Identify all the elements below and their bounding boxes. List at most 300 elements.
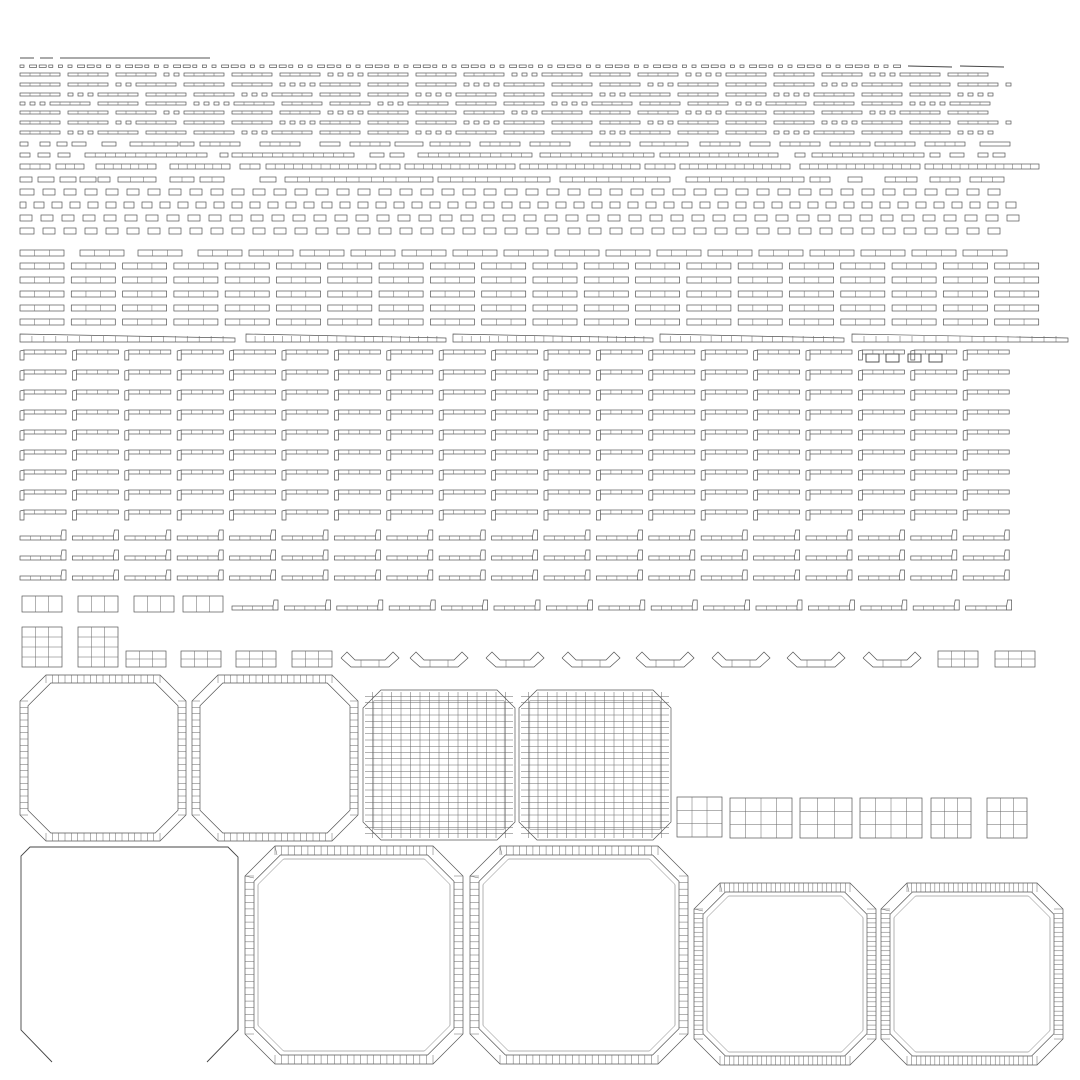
bracket-piece [596,570,642,580]
uv-piece-outline [20,263,64,269]
uv-piece-outline [600,93,605,96]
small-rect-piece [650,215,662,221]
bracket-piece [125,390,171,400]
thin-bar-piece [328,73,333,76]
bracket-piece [387,430,433,440]
uv-piece-outline [892,291,936,297]
tiny-tick-piece [510,65,517,67]
small-rect-piece [526,189,538,195]
thin-bar-piece [290,83,295,86]
uv-piece-outline [790,305,834,311]
uv-piece-outline [170,164,230,169]
plank-piece [687,305,731,311]
tiny-tick-piece [298,65,302,67]
thin-bar-piece [862,93,902,96]
thin-bar-piece [726,73,766,76]
plank-piece [533,277,577,283]
uv-piece-outline [636,319,680,325]
bracket-leg [858,410,862,420]
bracket-leg [649,430,653,440]
plank-piece [943,263,987,269]
bracket-leg [544,430,548,440]
uv-piece-outline [174,73,179,76]
plank-piece [584,277,628,283]
small-rect-piece [337,189,349,195]
tiny-tick-piece [318,65,325,67]
small-rect-piece [64,189,76,195]
bracket-leg [125,350,129,360]
thin-bar-piece [746,102,751,105]
bracket-piece [334,370,380,380]
bracket-leg [754,350,758,360]
bracket-piece [911,550,957,560]
tiny-tick-piece [260,65,264,67]
thin-bar-piece [446,131,451,134]
uv-piece-outline [512,111,517,114]
plank-piece [71,319,115,325]
plank-piece [738,291,782,297]
uv-piece-outline [968,93,973,96]
uv-piece-outline [658,121,663,124]
uv-piece-outline [842,121,847,124]
thin-bar-piece [330,102,370,105]
uv-piece-outline [96,164,156,169]
uv-piece-outline [812,153,924,157]
tiny-tick-piece [577,65,581,67]
bracket-piece [334,450,380,460]
bracket-piece [387,470,433,480]
mid-bar-piece [875,142,915,146]
uv-piece-outline [174,291,218,297]
chevron-outline [787,652,845,667]
small-rect-piece [629,215,641,221]
bracket-leg [795,550,800,560]
plank-piece [351,250,395,256]
plank-piece [123,277,167,283]
plank-piece [636,305,680,311]
bracket-leg [963,370,967,380]
thin-bar-piece [590,73,630,76]
bracket-leg [387,390,391,400]
uv-piece-outline [436,131,441,134]
bracket-rows-group [20,350,1012,610]
tiny-tick-piece [471,65,478,67]
small-rect-piece [70,202,80,208]
thin-bar-piece [98,131,138,134]
uv-piece-outline [1006,121,1011,124]
bracket-piece [754,490,800,500]
thin-bar-piece [814,93,854,96]
bracket-leg [637,550,642,560]
thin-bar-piece [756,102,761,105]
thin-bar-piece [464,111,504,114]
thin-bar-piece [880,111,885,114]
uv-piece-outline [484,121,489,124]
chevron-piece [636,652,694,667]
uv-piece-outline [430,263,474,269]
thin-bar-piece [164,111,169,114]
bracket-piece [439,530,485,540]
uv-piece-outline [912,250,956,256]
bracket-piece [177,450,223,460]
uv-piece-outline [774,93,779,96]
bracket-piece [596,390,642,400]
uv-piece-outline [940,102,945,105]
bracket-leg [745,600,750,610]
long-bar-piece [20,153,30,157]
small-rect-piece [484,202,494,208]
bracket-leg [690,550,695,560]
bracket-leg [701,510,705,520]
tile-piece [938,651,978,667]
bracket-leg [806,510,810,520]
uv-piece-outline [988,131,993,134]
uv-piece-outline [277,277,321,283]
bracket-piece [20,550,66,560]
bracket-leg [334,470,338,480]
small-rect-piece [610,189,622,195]
bracket-piece [337,600,383,610]
plank-piece [225,263,269,269]
bracket-piece [911,390,957,400]
bracket-leg [378,600,383,610]
thin-bar-piece [310,83,315,86]
small-rect-piece [272,215,284,221]
small-rect-piece [188,215,200,221]
bracket-leg [72,390,76,400]
thin-bar-piece [678,93,718,96]
small-rect-piece [526,228,538,234]
bracket-piece [963,470,1009,480]
small-rect-piece [295,189,307,195]
bracket-leg [806,350,810,360]
small-rect-piece [967,228,979,234]
tile-grid-piece [931,798,971,838]
chevron-piece [863,652,921,667]
thin-bar-piece [464,83,469,86]
bracket-piece [963,530,1009,540]
octagon-panels-group [20,675,1063,1065]
long-bar-piece [96,164,156,169]
thin-bar-piece [668,83,673,86]
thin-bar-piece [910,121,950,124]
thin-bar-piece [300,121,305,124]
small-rect-piece [286,202,296,208]
uv-piece-outline [512,73,517,76]
plank-piece [636,319,680,325]
small-rect-piece [862,228,874,234]
small-square-piece [886,354,899,362]
uv-piece-outline [645,164,675,169]
bracket-piece [20,570,66,580]
bracket-leg [963,390,967,400]
bracket-leg [544,510,548,520]
thin-bar-piece [716,73,721,76]
uv-piece-outline [636,305,680,311]
bracket-piece [72,550,118,560]
bracket-leg [952,530,957,540]
small-rect-piece [20,215,32,221]
thin-bar-piece [630,131,670,134]
uv-piece-outline [20,177,32,182]
bracket-leg [177,510,181,520]
thin-bar-piece [164,73,169,76]
thin-bar-piece [426,131,431,134]
thin-bar-piece [20,131,60,134]
small-rect-piece [466,202,476,208]
thin-bar-piece [504,121,544,124]
uv-piece-outline [482,319,526,325]
small-rect-piece [440,215,452,221]
bracket-piece [20,450,66,460]
thin-bar-piece [910,83,950,86]
long-bar-piece [240,164,260,169]
tiny-tick-piece [846,65,853,67]
plank-piece [20,319,64,325]
small-rect-piece [190,228,202,234]
bracket-leg [334,510,338,520]
long-bar-piece [686,177,804,182]
small-rect-piece [160,202,170,208]
uv-piece-outline [438,177,550,182]
bracket-piece [72,390,118,400]
small-rect-piece [41,215,53,221]
uv-piece-outline [20,250,64,256]
uv-piece-outline [180,142,194,146]
uv-piece-outline [584,305,628,311]
uv-piece-outline [138,250,182,256]
bracket-piece [701,370,747,380]
long-bar-piece [60,177,76,182]
ribbed-corner [470,876,479,878]
mid-bar-piece [980,142,1010,146]
thin-bar-piece [484,83,489,86]
bracket-piece [754,450,800,460]
bracket-piece [492,570,538,580]
small-rect-piece [268,202,278,208]
small-rect-piece [293,215,305,221]
bracket-piece [492,510,538,520]
small-rect-piece [790,202,800,208]
bracket-leg [797,600,802,610]
tiny-tick-piece [750,65,757,67]
tiny-tick-piece [663,65,670,67]
octagon-frame-panel [192,675,358,841]
small-rect-piece [358,202,368,208]
bracket-leg [585,550,590,560]
thin-bar-piece [870,73,875,76]
thin-bar-piece [696,73,701,76]
uv-piece-outline [300,83,305,86]
bracket-leg [439,350,443,360]
bracket-piece [701,450,747,460]
thin-bar-piece [910,93,950,96]
small-rect-piece [692,215,704,221]
uv-piece-outline [338,111,343,114]
bracket-piece [439,550,485,560]
plank-piece [71,291,115,297]
bracket-leg [596,450,600,460]
bracket-leg [533,550,538,560]
uv-piece-outline [668,83,673,86]
bracket-piece [20,470,66,480]
plank-piece [861,250,905,256]
frame-outer [20,675,186,841]
bracket-piece [72,470,118,480]
tiny-tick-piece [366,65,373,67]
uv-piece-outline [123,305,167,311]
uv-piece-outline [174,263,218,269]
bracket-leg [795,530,800,540]
bracket-piece [701,350,747,360]
frame-outer [192,675,358,841]
plank-piece [174,291,218,297]
thin-bar-piece [658,121,663,124]
plank-piece [790,263,834,269]
uv-piece-outline [379,319,423,325]
uv-piece-outline [260,177,276,182]
uv-piece-outline [687,319,731,325]
small-rect-piece [568,228,580,234]
thin-bar-piece [950,102,990,105]
small-rect-rows-group [20,73,1039,234]
thin-bar-piece [774,93,779,96]
plank-piece [430,291,474,297]
mid-bar-piece [750,142,770,146]
thin-bar-piece [706,73,711,76]
ribbed-corner [907,883,909,892]
bracket-leg [858,350,862,360]
bracket-leg [125,370,129,380]
small-rect-piece [463,189,475,195]
grid-outline [134,596,174,612]
small-rect-piece [146,215,158,221]
small-rect-piece [412,202,422,208]
bracket-leg [282,430,286,440]
bracket-piece [544,570,590,580]
thin-bar-piece [416,83,456,86]
long-strip-piece [852,334,1068,342]
thin-bar-piece [280,73,320,76]
tiny-tick-piece [462,65,469,67]
thin-bar-piece [320,131,360,134]
small-rect-piece [20,202,26,208]
thin-bar-piece [590,111,630,114]
uv-piece-outline [532,73,537,76]
bracket-piece [177,550,223,560]
bracket-leg [754,410,758,420]
bracket-leg [806,490,810,500]
tiny-tick-piece [270,65,277,67]
bracket-piece [754,370,800,380]
small-rect-piece [430,202,440,208]
bracket-leg [596,410,600,420]
bracket-leg [596,510,600,520]
bracket-leg [963,410,967,420]
thin-bar-piece [678,121,718,124]
plank-piece [963,250,1007,256]
uv-piece-outline [20,305,64,311]
uv-piece-outline [648,121,653,124]
tiny-tick-piece [308,65,312,67]
thin-bar-piece [398,102,403,105]
uv-piece-outline [572,102,577,105]
small-rect-piece [574,202,584,208]
plank-piece [20,277,64,283]
plank-piece [555,250,599,256]
bracket-piece [387,410,433,420]
bracket-piece [387,550,433,560]
uv-piece-outline [963,250,1007,256]
bracket-piece [387,530,433,540]
bracket-piece [963,410,1009,420]
bracket-leg [282,350,286,360]
bracket-leg [323,570,328,580]
bracket-piece [806,570,852,580]
small-rect-piece [316,228,328,234]
bracket-leg [1004,530,1009,540]
thin-bar-piece [214,102,219,105]
thin-bar-piece [804,93,809,96]
bracket-piece [963,510,1009,520]
small-rect-piece [178,202,188,208]
tile-grid-piece [987,798,1027,838]
long-bar-piece [170,164,230,169]
ribbed-mid [479,855,679,1055]
bracket-piece [649,390,695,400]
bracket-leg [847,570,852,580]
long-bar-piece [38,177,54,182]
small-rect-piece [820,228,832,234]
ribbed-corner [245,876,254,878]
thin-bar-piece [184,83,224,86]
plank-piece [892,277,936,283]
bracket-piece [125,550,171,560]
bracket-leg [1007,600,1012,610]
plank-piece [71,263,115,269]
uv-piece-outline [988,93,993,96]
bracket-piece [806,390,852,400]
bracket-leg [387,470,391,480]
bracket-piece [230,450,276,460]
thin-bar-piece [504,102,544,105]
small-rect-piece [608,215,620,221]
thin-bar-piece [910,102,915,105]
bracket-piece [858,490,904,500]
bracket-leg [20,430,24,440]
plank-piece [277,263,321,269]
small-rect-piece [1006,202,1016,208]
long-strip-piece [453,334,653,342]
mid-bar-piece [320,142,340,146]
bracket-leg [20,410,24,420]
uv-piece-outline [995,277,1039,283]
long-bar-piece [930,177,960,182]
thin-bar-piece [522,73,527,76]
tiny-tick-piece [442,65,446,67]
bracket-piece [334,430,380,440]
thin-bar-piece [20,111,60,114]
thin-bar-piece [822,111,862,114]
uv-piece-outline [220,153,228,157]
bracket-leg [701,370,705,380]
uv-piece-outline [198,250,242,256]
bracket-piece [72,450,118,460]
small-rect-piece [736,202,746,208]
bracket-piece [963,570,1009,580]
bracket-leg [806,470,810,480]
thin-bar-piece [290,121,295,124]
